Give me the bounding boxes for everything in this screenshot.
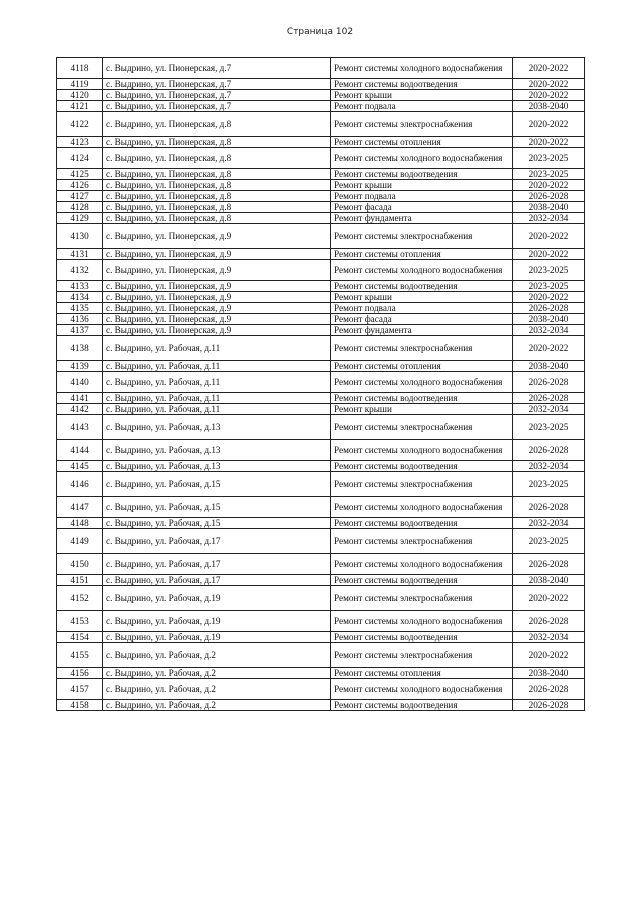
works-table-body [57,58,585,711]
period-cell: 2038-2040 [513,361,585,372]
period-cell: 2032-2034 [513,404,585,415]
row-number-cell: 4140 [57,372,103,393]
address-cell: с. Выдрино, ул. Пионерская, д.8 [103,202,331,213]
work-type-cell: Ремонт крыши [331,180,513,191]
address-cell: с. Выдрино, ул. Пионерская, д.7 [103,90,331,101]
row-number-cell: 4141 [57,393,103,404]
row-number-cell: 4158 [57,700,103,711]
table-row [57,461,585,472]
table-row [57,575,585,586]
table-row [57,58,585,79]
work-type-cell: Ремонт системы холодного водоснабжения [331,260,513,281]
work-type-cell: Ремонт системы отопления [331,137,513,148]
row-number-cell: 4124 [57,148,103,169]
table-row [57,497,585,518]
work-type-cell: Ремонт фундамента [331,325,513,336]
work-type-cell: Ремонт системы холодного водоснабжения [331,611,513,632]
address-cell: с. Выдрино, ул. Пионерская, д.9 [103,314,331,325]
row-number-cell: 4125 [57,169,103,180]
row-number-cell: 4122 [57,112,103,137]
work-type-cell: Ремонт системы водоотведения [331,461,513,472]
table-row [57,90,585,101]
row-number-cell: 4145 [57,461,103,472]
row-number-cell: 4157 [57,679,103,700]
row-number-cell: 4147 [57,497,103,518]
period-cell: 2026-2028 [513,700,585,711]
row-number-cell: 4137 [57,325,103,336]
table-row [57,169,585,180]
period-cell: 2038-2040 [513,314,585,325]
row-number-cell: 4129 [57,213,103,224]
work-type-cell: Ремонт системы водоотведения [331,393,513,404]
row-number-cell: 4123 [57,137,103,148]
row-number-cell: 4135 [57,303,103,314]
address-cell: с. Выдрино, ул. Рабочая, д.15 [103,472,331,497]
table-row [57,137,585,148]
row-number-cell: 4143 [57,415,103,440]
row-number-cell: 4148 [57,518,103,529]
period-cell: 2032-2034 [513,325,585,336]
table-row [57,668,585,679]
work-type-cell: Ремонт системы электроснабжения [331,224,513,249]
period-cell: 2020-2022 [513,79,585,90]
table-row [57,404,585,415]
works-table [56,57,585,711]
table-row [57,643,585,668]
table-row [57,314,585,325]
row-number-cell: 4152 [57,586,103,611]
address-cell: с. Выдрино, ул. Рабочая, д.15 [103,497,331,518]
table-row [57,202,585,213]
work-type-cell: Ремонт системы отопления [331,361,513,372]
row-number-cell: 4130 [57,224,103,249]
address-cell: с. Выдрино, ул. Рабочая, д.13 [103,415,331,440]
table-row [57,554,585,575]
table-row [57,518,585,529]
row-number-cell: 4156 [57,668,103,679]
work-type-cell: Ремонт фасада [331,314,513,325]
period-cell: 2026-2028 [513,679,585,700]
work-type-cell: Ремонт системы водоотведения [331,169,513,180]
table-row [57,325,585,336]
address-cell: с. Выдрино, ул. Рабочая, д.2 [103,668,331,679]
row-number-cell: 4146 [57,472,103,497]
work-type-cell: Ремонт системы электроснабжения [331,112,513,137]
work-type-cell: Ремонт системы отопления [331,668,513,679]
period-cell: 2026-2028 [513,303,585,314]
work-type-cell: Ремонт системы холодного водоснабжения [331,440,513,461]
address-cell: с. Выдрино, ул. Пионерская, д.8 [103,213,331,224]
address-cell: с. Выдрино, ул. Рабочая, д.2 [103,643,331,668]
address-cell: с. Выдрино, ул. Пионерская, д.7 [103,58,331,79]
row-number-cell: 4150 [57,554,103,575]
period-cell: 2026-2028 [513,611,585,632]
work-type-cell: Ремонт системы холодного водоснабжения [331,148,513,169]
work-type-cell: Ремонт системы водоотведения [331,518,513,529]
row-number-cell: 4139 [57,361,103,372]
table-row [57,303,585,314]
work-type-cell: Ремонт системы водоотведения [331,700,513,711]
row-number-cell: 4118 [57,58,103,79]
period-cell: 2026-2028 [513,393,585,404]
row-number-cell: 4144 [57,440,103,461]
address-cell: с. Выдрино, ул. Пионерская, д.8 [103,112,331,137]
period-cell: 2023-2025 [513,472,585,497]
table-row [57,393,585,404]
table-row [57,336,585,361]
address-cell: с. Выдрино, ул. Пионерская, д.8 [103,180,331,191]
period-cell: 2026-2028 [513,372,585,393]
table-row [57,632,585,643]
address-cell: с. Выдрино, ул. Рабочая, д.15 [103,518,331,529]
period-cell: 2026-2028 [513,497,585,518]
table-row [57,180,585,191]
address-cell: с. Выдрино, ул. Рабочая, д.17 [103,529,331,554]
period-cell: 2020-2022 [513,586,585,611]
row-number-cell: 4154 [57,632,103,643]
table-row [57,224,585,249]
work-type-cell: Ремонт системы холодного водоснабжения [331,58,513,79]
period-cell: 2020-2022 [513,90,585,101]
address-cell: с. Выдрино, ул. Пионерская, д.9 [103,292,331,303]
address-cell: с. Выдрино, ул. Рабочая, д.11 [103,372,331,393]
work-type-cell: Ремонт системы водоотведения [331,575,513,586]
table-row [57,79,585,90]
address-cell: с. Выдрино, ул. Рабочая, д.11 [103,393,331,404]
address-cell: с. Выдрино, ул. Рабочая, д.19 [103,586,331,611]
address-cell: с. Выдрино, ул. Пионерская, д.9 [103,224,331,249]
row-number-cell: 4134 [57,292,103,303]
table-row [57,440,585,461]
address-cell: с. Выдрино, ул. Рабочая, д.17 [103,575,331,586]
address-cell: с. Выдрино, ул. Пионерская, д.7 [103,79,331,90]
work-type-cell: Ремонт системы водоотведения [331,79,513,90]
address-cell: с. Выдрино, ул. Пионерская, д.9 [103,281,331,292]
period-cell: 2038-2040 [513,575,585,586]
address-cell: с. Выдрино, ул. Рабочая, д.19 [103,611,331,632]
table-row [57,611,585,632]
period-cell: 2038-2040 [513,101,585,112]
page-header: Страница 102 [286,27,354,37]
address-cell: с. Выдрино, ул. Рабочая, д.11 [103,404,331,415]
work-type-cell: Ремонт крыши [331,292,513,303]
row-number-cell: 4128 [57,202,103,213]
table-row [57,361,585,372]
address-cell: с. Выдрино, ул. Рабочая, д.19 [103,632,331,643]
work-type-cell: Ремонт системы отопления [331,249,513,260]
row-number-cell: 4119 [57,79,103,90]
period-cell: 2020-2022 [513,249,585,260]
period-cell: 2020-2022 [513,336,585,361]
work-type-cell: Ремонт системы холодного водоснабжения [331,372,513,393]
row-number-cell: 4142 [57,404,103,415]
row-number-cell: 4153 [57,611,103,632]
table-row [57,112,585,137]
period-cell: 2026-2028 [513,440,585,461]
table-row [57,415,585,440]
row-number-cell: 4155 [57,643,103,668]
table-row [57,281,585,292]
row-number-cell: 4126 [57,180,103,191]
address-cell: с. Выдрино, ул. Рабочая, д.2 [103,700,331,711]
row-number-cell: 4149 [57,529,103,554]
work-type-cell: Ремонт подвала [331,303,513,314]
address-cell: с. Выдрино, ул. Пионерская, д.8 [103,137,331,148]
table-row [57,249,585,260]
period-cell: 2020-2022 [513,58,585,79]
period-cell: 2032-2034 [513,213,585,224]
period-cell: 2023-2025 [513,169,585,180]
row-number-cell: 4151 [57,575,103,586]
table-row [57,529,585,554]
work-type-cell: Ремонт системы электроснабжения [331,586,513,611]
row-number-cell: 4121 [57,101,103,112]
table-row [57,191,585,202]
period-cell: 2038-2040 [513,668,585,679]
period-cell: 2026-2028 [513,191,585,202]
work-type-cell: Ремонт крыши [331,90,513,101]
period-cell: 2032-2034 [513,461,585,472]
row-number-cell: 4120 [57,90,103,101]
period-cell: 2032-2034 [513,632,585,643]
work-type-cell: Ремонт системы электроснабжения [331,529,513,554]
period-cell: 2023-2025 [513,281,585,292]
period-cell: 2020-2022 [513,643,585,668]
table-row [57,101,585,112]
row-number-cell: 4136 [57,314,103,325]
table-row [57,260,585,281]
work-type-cell: Ремонт крыши [331,404,513,415]
address-cell: с. Выдрино, ул. Пионерская, д.9 [103,325,331,336]
work-type-cell: Ремонт системы электроснабжения [331,336,513,361]
address-cell: с. Выдрино, ул. Рабочая, д.11 [103,336,331,361]
row-number-cell: 4132 [57,260,103,281]
work-type-cell: Ремонт подвала [331,191,513,202]
address-cell: с. Выдрино, ул. Пионерская, д.9 [103,260,331,281]
address-cell: с. Выдрино, ул. Пионерская, д.8 [103,169,331,180]
period-cell: 2020-2022 [513,180,585,191]
work-type-cell: Ремонт подвала [331,101,513,112]
period-cell: 2038-2040 [513,202,585,213]
period-cell: 2023-2025 [513,260,585,281]
work-type-cell: Ремонт системы холодного водоснабжения [331,497,513,518]
table-row [57,148,585,169]
address-cell: с. Выдрино, ул. Рабочая, д.13 [103,461,331,472]
address-cell: с. Выдрино, ул. Рабочая, д.13 [103,440,331,461]
work-type-cell: Ремонт системы водоотведения [331,632,513,643]
work-type-cell: Ремонт системы холодного водоснабжения [331,679,513,700]
period-cell: 2020-2022 [513,112,585,137]
address-cell: с. Выдрино, ул. Пионерская, д.9 [103,303,331,314]
work-type-cell: Ремонт фасада [331,202,513,213]
row-number-cell: 4138 [57,336,103,361]
table-row [57,679,585,700]
period-cell: 2023-2025 [513,529,585,554]
period-cell: 2020-2022 [513,137,585,148]
period-cell: 2032-2034 [513,518,585,529]
address-cell: с. Выдрино, ул. Пионерская, д.9 [103,249,331,260]
table-row [57,372,585,393]
address-cell: с. Выдрино, ул. Рабочая, д.17 [103,554,331,575]
period-cell: 2026-2028 [513,554,585,575]
address-cell: с. Выдрино, ул. Рабочая, д.2 [103,679,331,700]
work-type-cell: Ремонт системы водоотведения [331,281,513,292]
row-number-cell: 4127 [57,191,103,202]
work-type-cell: Ремонт системы электроснабжения [331,472,513,497]
row-number-cell: 4133 [57,281,103,292]
period-cell: 2020-2022 [513,292,585,303]
table-row [57,292,585,303]
address-cell: с. Выдрино, ул. Пионерская, д.8 [103,191,331,202]
table-row [57,472,585,497]
period-cell: 2023-2025 [513,148,585,169]
address-cell: с. Выдрино, ул. Пионерская, д.8 [103,148,331,169]
table-row [57,700,585,711]
table-row [57,213,585,224]
work-type-cell: Ремонт системы электроснабжения [331,643,513,668]
work-type-cell: Ремонт фундамента [331,213,513,224]
work-type-cell: Ремонт системы холодного водоснабжения [331,554,513,575]
address-cell: с. Выдрино, ул. Пионерская, д.7 [103,101,331,112]
work-type-cell: Ремонт системы электроснабжения [331,415,513,440]
row-number-cell: 4131 [57,249,103,260]
table-row [57,586,585,611]
period-cell: 2023-2025 [513,415,585,440]
address-cell: с. Выдрино, ул. Рабочая, д.11 [103,361,331,372]
period-cell: 2020-2022 [513,224,585,249]
